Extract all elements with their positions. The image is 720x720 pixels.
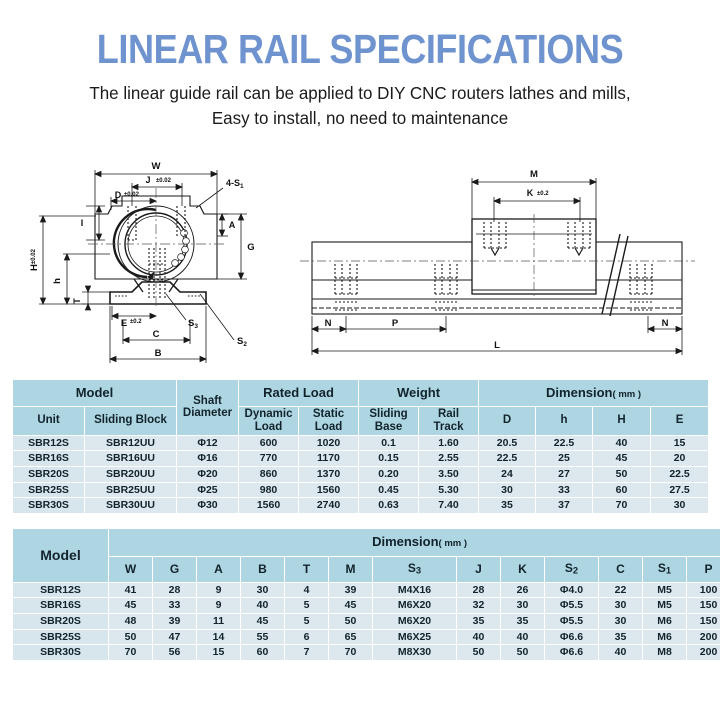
table-row <box>13 629 720 645</box>
th2-w: W <box>109 556 153 582</box>
table2-cell: Φ5.5 <box>545 613 599 629</box>
table1-cell: 33 <box>536 482 593 498</box>
table2-cell: 26 <box>501 582 545 598</box>
table1-cell: 2.55 <box>419 451 479 467</box>
th-model: Model <box>13 379 177 406</box>
spec-tables <box>0 379 720 661</box>
table1-cell: SBR20UU <box>85 466 177 482</box>
sliding-block-cross-section-drawing <box>10 144 275 374</box>
th2-j: J <box>457 556 501 582</box>
table1-cell: SBR25UU <box>85 482 177 498</box>
table-row <box>13 582 720 598</box>
table2-cell: Φ4.0 <box>545 582 599 598</box>
th-dimension-unit: ( mm ) <box>612 388 642 400</box>
th2-p: P <box>687 556 720 582</box>
th-rail-track-line1: Rail <box>437 408 460 421</box>
th-shaft-diameter-line2: Diameter <box>182 407 233 420</box>
table1-cell-model: SBR20S <box>13 466 85 482</box>
table1-cell: 27.5 <box>651 482 709 498</box>
load-and-dimension-table <box>12 379 709 514</box>
table2-cell: 35 <box>457 613 501 629</box>
th-dynamic-load-line2: Load <box>254 420 283 433</box>
table1-cell-model: SBR16S <box>13 451 85 467</box>
table2-cell: 28 <box>153 582 197 598</box>
table2-cell: 4 <box>285 582 329 598</box>
table1-cell: 860 <box>239 466 299 482</box>
table2-cell: 50 <box>329 613 373 629</box>
label-j-tol: ±0.02 <box>156 177 171 184</box>
table2-cell: 14 <box>197 629 241 645</box>
table2-cell: Φ6.6 <box>545 629 599 645</box>
table2-cell: M6 <box>643 629 687 645</box>
technical-drawings <box>0 144 720 379</box>
table1-cell: 22.5 <box>536 435 593 451</box>
table1-cell: SBR16UU <box>85 451 177 467</box>
detailed-dimension-table <box>12 528 720 661</box>
table1-cell: 35 <box>479 498 536 514</box>
th2-b: B <box>241 556 285 582</box>
table1-cell: 40 <box>593 435 651 451</box>
table1-cell: 3.50 <box>419 466 479 482</box>
label-s3: $S_3$ <box>188 317 198 330</box>
table1-cell: 60 <box>593 482 651 498</box>
th2-a: A <box>197 556 241 582</box>
table2-cell: Φ5.5 <box>545 598 599 614</box>
table1-cell: 30 <box>651 498 709 514</box>
table1-cell: 70 <box>593 498 651 514</box>
table2-cell: 39 <box>329 582 373 598</box>
th-dim-d: D <box>479 406 536 435</box>
table2-cell: 30 <box>599 598 643 614</box>
table1-body <box>13 435 709 513</box>
table1-cell: 1.60 <box>419 435 479 451</box>
table2-cell: 40 <box>241 598 285 614</box>
th2-s2: S2 <box>545 556 599 582</box>
table2-cell: M6X20 <box>373 598 457 614</box>
table2-cell: 50 <box>109 629 153 645</box>
table2-cell: 35 <box>501 613 545 629</box>
label-i: I <box>80 217 84 228</box>
th-sliding-base <box>359 406 419 435</box>
th2-model: Model <box>13 528 109 582</box>
table1-cell: Φ30 <box>177 498 239 514</box>
table-row <box>13 435 709 451</box>
table1-cell: 27 <box>536 466 593 482</box>
table1-cell: 7.40 <box>419 498 479 514</box>
label-l: L <box>494 339 500 351</box>
table2-body <box>13 582 720 660</box>
table2-cell: 200 <box>687 645 720 661</box>
table1-cell: 1020 <box>299 435 359 451</box>
table-row <box>13 482 709 498</box>
table2-cell-model: SBR20S <box>13 613 109 629</box>
table2-cell: M4X16 <box>373 582 457 598</box>
th2-g: G <box>153 556 197 582</box>
subtitle-line-2: Easy to install, no need to maintenance <box>211 108 509 129</box>
th-static-load <box>299 406 359 435</box>
table1-cell: 5.30 <box>419 482 479 498</box>
table2-cell: M5 <box>643 582 687 598</box>
label-d-tol: ±0.02 <box>124 191 139 198</box>
th2-c: C <box>599 556 643 582</box>
table2-cell: 56 <box>153 645 197 661</box>
th-weight: Weight <box>359 379 479 406</box>
table2-cell: 100 <box>687 582 720 598</box>
table2-cell: 15 <box>197 645 241 661</box>
table2-cell: 41 <box>109 582 153 598</box>
table1-cell: SBR30UU <box>85 498 177 514</box>
table1-cell: 0.63 <box>359 498 419 514</box>
label-k: K <box>526 187 534 198</box>
table2-cell-model: SBR25S <box>13 629 109 645</box>
label-a: A <box>228 219 236 230</box>
table2-cell: 150 <box>687 598 720 614</box>
th-rail-track-line2: Track <box>433 420 464 433</box>
th-unit: Unit <box>13 406 85 435</box>
th-dynamic-load-line1: Dynamic <box>244 408 293 421</box>
table1-cell: 15 <box>651 435 709 451</box>
table-row <box>13 466 709 482</box>
table2-cell: 45 <box>329 598 373 614</box>
table2-cell: 30 <box>241 582 285 598</box>
table2-cell: 50 <box>457 645 501 661</box>
th-dim-h-lower: h <box>536 406 593 435</box>
table2-sub-header-row <box>13 556 720 582</box>
label-k-tol: ±0.2 <box>537 190 549 197</box>
table2-cell: 33 <box>153 598 197 614</box>
th2-s3: S3 <box>373 556 457 582</box>
table2-cell: 9 <box>197 582 241 598</box>
subtitle-line-1: The linear guide rail can be applied to DIY CNC routers lathes and mills, <box>89 83 631 104</box>
table-row <box>13 613 720 629</box>
table2-cell: 45 <box>109 598 153 614</box>
label-4-s1: $4-S_1$ <box>226 177 244 190</box>
th-static-load-line2: Load <box>314 420 343 433</box>
table2-cell: 11 <box>197 613 241 629</box>
th-shaft-diameter-line1: Shaft <box>193 394 222 407</box>
th-dynamic-load <box>239 406 299 435</box>
table1-cell: 2740 <box>299 498 359 514</box>
table2-cell: 40 <box>501 629 545 645</box>
th-dim-h-upper: H <box>593 406 651 435</box>
table1-group-header-row <box>13 379 709 406</box>
table2-cell: 150 <box>687 613 720 629</box>
table1-cell: 1560 <box>299 482 359 498</box>
table2-cell: 47 <box>153 629 197 645</box>
table1-cell: Φ12 <box>177 435 239 451</box>
th-dimension-text: Dimension <box>546 384 613 400</box>
th2-dimension-text: Dimension <box>372 534 439 550</box>
table2-cell: M5 <box>643 598 687 614</box>
table2-cell: 65 <box>329 629 373 645</box>
page-subtitle <box>0 81 720 132</box>
table2-cell: 50 <box>501 645 545 661</box>
table1-cell: 1370 <box>299 466 359 482</box>
table2-cell: 60 <box>241 645 285 661</box>
table2-group-header-row <box>13 528 720 556</box>
table1-cell: 600 <box>239 435 299 451</box>
table2-cell: M8 <box>643 645 687 661</box>
table2-cell: 39 <box>153 613 197 629</box>
table1-cell-model: SBR25S <box>13 482 85 498</box>
label-s2: $S_2$ <box>237 335 247 348</box>
table2-cell: 48 <box>109 613 153 629</box>
table2-cell: 6 <box>285 629 329 645</box>
table1-cell: 770 <box>239 451 299 467</box>
table1-cell: Φ16 <box>177 451 239 467</box>
table-row <box>13 645 720 661</box>
table1-cell-model: SBR30S <box>13 498 85 514</box>
table1-cell: 20 <box>651 451 709 467</box>
table2-cell-model: SBR12S <box>13 582 109 598</box>
table2-cell: M8X30 <box>373 645 457 661</box>
label-d: D <box>114 189 122 200</box>
th-sliding-base-line1: Sliding <box>369 408 408 421</box>
table-row <box>13 598 720 614</box>
table1-cell: 0.15 <box>359 451 419 467</box>
table1-cell: 980 <box>239 482 299 498</box>
table1-cell-model: SBR12S <box>13 435 85 451</box>
table2-cell: 5 <box>285 613 329 629</box>
label-e-tol: ±0.2 <box>130 318 142 325</box>
th-sliding-block: Sliding Block <box>85 406 177 435</box>
th2-t: T <box>285 556 329 582</box>
page-header <box>0 0 720 132</box>
table2-cell: M6X25 <box>373 629 457 645</box>
table1-cell: 24 <box>479 466 536 482</box>
table2-cell: 22 <box>599 582 643 598</box>
th-dim-e: E <box>651 406 709 435</box>
label-b: B <box>154 347 162 359</box>
label-g: G <box>247 241 255 253</box>
table2-cell: 30 <box>599 613 643 629</box>
table1-cell: Φ20 <box>177 466 239 482</box>
label-p: P <box>391 317 399 329</box>
table2-cell: 7 <box>285 645 329 661</box>
table2-cell: M6 <box>643 613 687 629</box>
table2-cell: 70 <box>109 645 153 661</box>
table2-cell: M6X20 <box>373 613 457 629</box>
table1-cell: 0.45 <box>359 482 419 498</box>
table-row <box>13 451 709 467</box>
th2-s1: S1 <box>643 556 687 582</box>
th2-k: K <box>501 556 545 582</box>
table2-cell: 5 <box>285 598 329 614</box>
label-n-left: N <box>324 317 332 329</box>
th-dimension <box>479 379 709 406</box>
label-w: W <box>151 160 161 172</box>
label-m: M <box>530 168 538 180</box>
table2-cell: 35 <box>599 629 643 645</box>
table2-cell-model: SBR16S <box>13 598 109 614</box>
table2-cell: 55 <box>241 629 285 645</box>
th-rail-track <box>419 406 479 435</box>
table2-cell: 28 <box>457 582 501 598</box>
table1-cell: SBR12UU <box>85 435 177 451</box>
table1-cell: 20.5 <box>479 435 536 451</box>
label-t: T <box>72 298 82 304</box>
th-sliding-base-line2: Base <box>374 420 403 433</box>
th-shaft-diameter <box>177 379 239 435</box>
table1-cell: 1170 <box>299 451 359 467</box>
table1-cell: 0.1 <box>359 435 419 451</box>
table1-cell: Φ25 <box>177 482 239 498</box>
table1-cell: 25 <box>536 451 593 467</box>
table1-cell: 45 <box>593 451 651 467</box>
table1-sub-header-row <box>13 406 709 435</box>
table2-cell: Φ6.6 <box>545 645 599 661</box>
label-n-right: N <box>661 317 669 329</box>
page-title: LINEAR RAIL SPECIFICATIONS <box>96 26 624 72</box>
table2-cell-model: SBR30S <box>13 645 109 661</box>
table2-cell: 9 <box>197 598 241 614</box>
table1-cell: 22.5 <box>479 451 536 467</box>
th-rated-load: Rated Load <box>239 379 359 406</box>
table1-cell: 50 <box>593 466 651 482</box>
th2-m: M <box>329 556 373 582</box>
table2-cell: 30 <box>501 598 545 614</box>
table1-cell: 0.20 <box>359 466 419 482</box>
table-row <box>13 498 709 514</box>
table1-cell: 37 <box>536 498 593 514</box>
rail-side-view-drawing <box>290 144 710 374</box>
th2-dimension <box>109 528 720 556</box>
label-e: E <box>120 317 128 329</box>
table2-cell: 45 <box>241 613 285 629</box>
label-h-lower: h <box>52 277 63 284</box>
table1-cell: 30 <box>479 482 536 498</box>
table2-cell: 32 <box>457 598 501 614</box>
label-j: J <box>145 174 151 185</box>
table2-cell: 40 <box>457 629 501 645</box>
table1-cell: 22.5 <box>651 466 709 482</box>
table2-cell: 70 <box>329 645 373 661</box>
th2-dimension-unit: ( mm ) <box>438 538 468 550</box>
label-h-upper: $H^{\pm 0.02}$ <box>29 248 40 271</box>
th-static-load-line1: Static <box>312 408 345 421</box>
table1-cell: 1560 <box>239 498 299 514</box>
label-c: C <box>152 328 160 340</box>
table2-cell: 200 <box>687 629 720 645</box>
table2-cell: 40 <box>599 645 643 661</box>
